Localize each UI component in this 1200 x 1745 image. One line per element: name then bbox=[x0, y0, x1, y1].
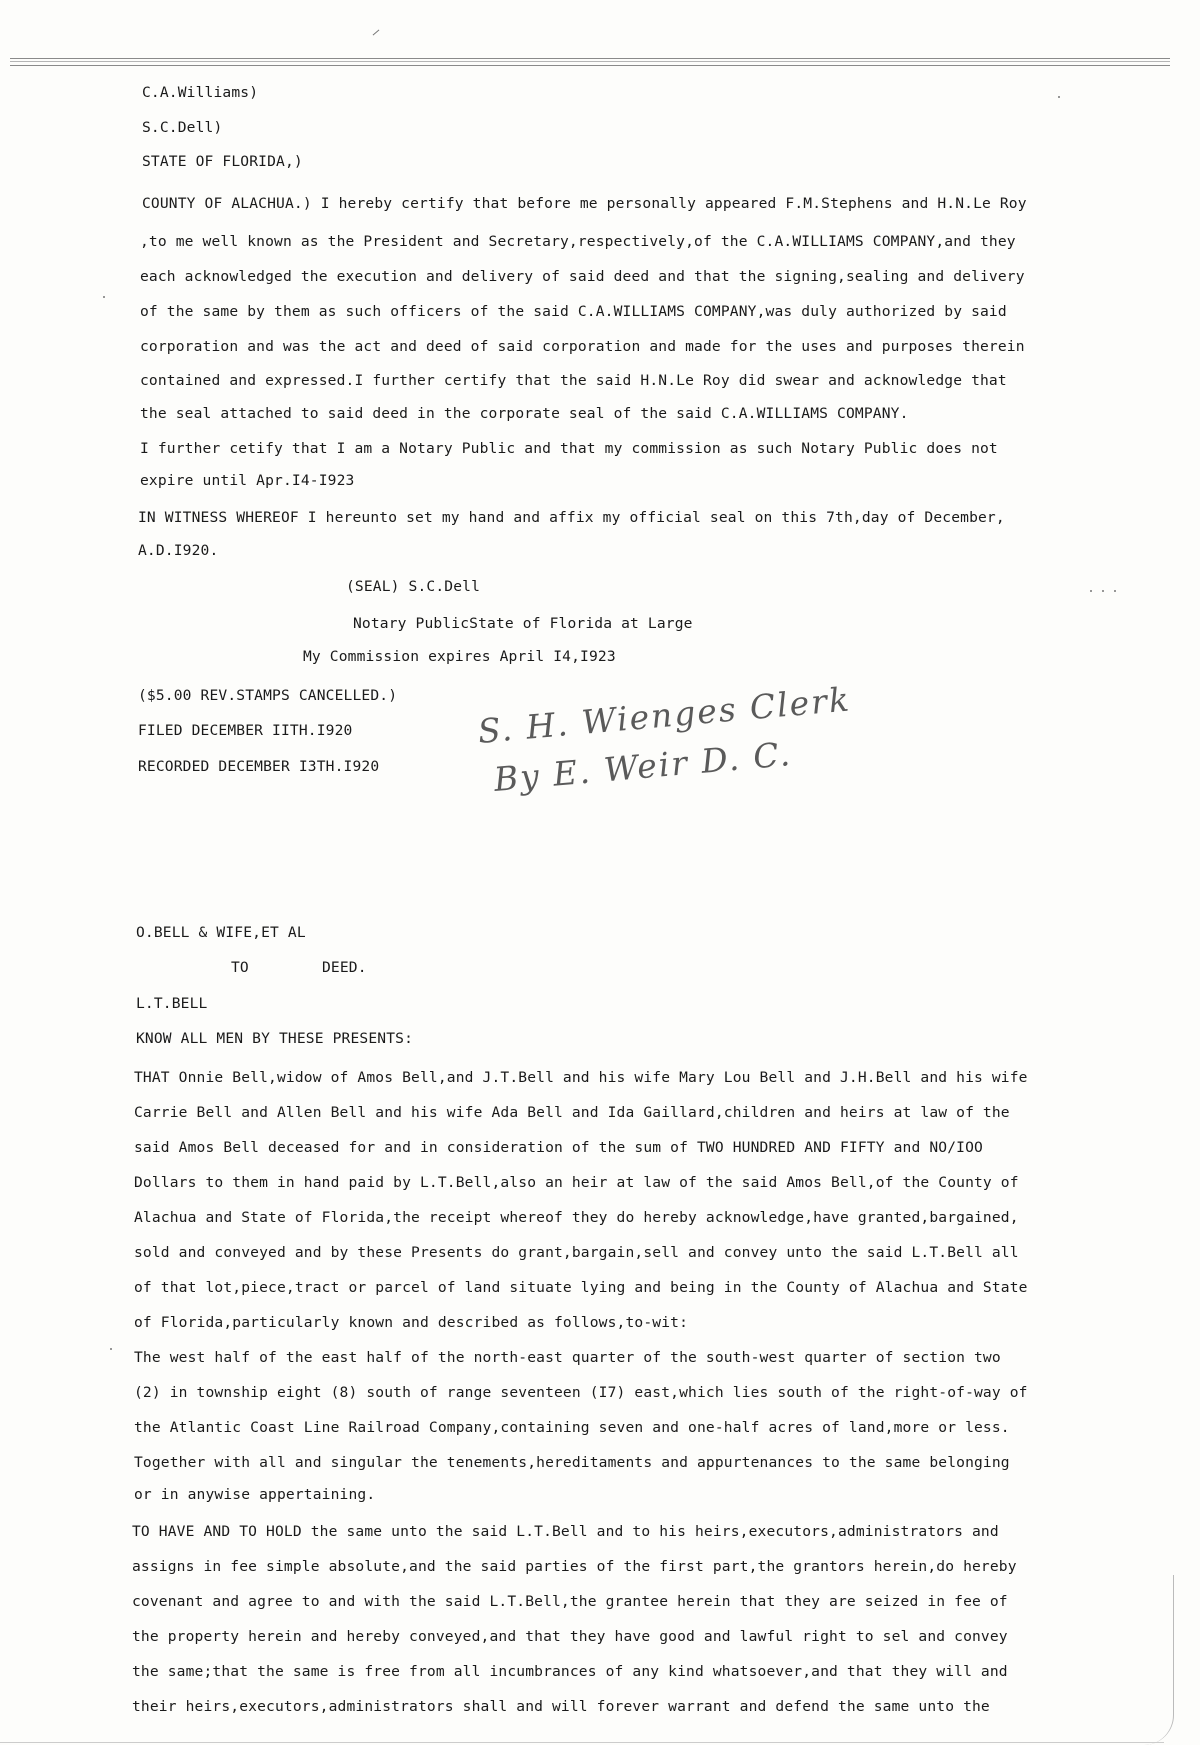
body-line: of the same by them as such officers of the said C.A.WILLIAMS COMPANY,was duly authorized by said bbox=[140, 303, 1007, 320]
body-line: TO HAVE AND TO HOLD the same unto the said L.T.Bell and to his heirs,executors,administrators and bbox=[132, 1523, 999, 1540]
body-line: THAT Onnie Bell,widow of Amos Bell,and J.T.Bell and his wife Mary Lou Bell and J.H.Bell and his wife bbox=[134, 1069, 1028, 1086]
stray-mark bbox=[373, 30, 380, 36]
body-line: each acknowledged the execution and delivery of said deed and that the signing,sealing and delivery bbox=[140, 268, 1025, 285]
page-edge bbox=[1143, 1575, 1174, 1745]
body-line: sold and conveyed and by these Presents do grant,bargain,sell and convey unto the said L.T.Bell all bbox=[134, 1244, 1019, 1261]
body-line: the same;that the same is free from all incumbrances of any kind whatsoever,and that they will and bbox=[132, 1663, 1008, 1680]
deed-party-heading: O.BELL & WIFE,ET AL bbox=[136, 924, 306, 941]
header-rule bbox=[10, 58, 1170, 66]
body-line: COUNTY OF ALACHUA.) I hereby certify that before me personally appeared F.M.Stephens and H.N.Le Roy bbox=[142, 195, 1027, 212]
body-line: Alachua and State of Florida,the receipt whereof they do hereby acknowledge,have granted,bargained, bbox=[134, 1209, 1019, 1226]
body-line: expire until Apr.I4-I923 bbox=[140, 472, 355, 489]
body-line: A.D.I920. bbox=[138, 542, 219, 559]
speck bbox=[1090, 590, 1092, 592]
body-line: contained and expressed.I further certify that the said H.N.Le Roy did swear and acknowledge that bbox=[140, 372, 1007, 389]
body-line: IN WITNESS WHEREOF I hereunto set my hand and affix my official seal on this 7th,day of December, bbox=[138, 509, 1005, 526]
speck bbox=[1102, 590, 1104, 592]
bottom-rule bbox=[0, 1742, 1164, 1743]
body-line: Together with all and singular the tenements,hereditaments and appurtenances to the same belonging bbox=[134, 1454, 1010, 1471]
speck bbox=[110, 1348, 112, 1350]
speck bbox=[1058, 96, 1060, 98]
speck bbox=[1114, 590, 1116, 592]
body-line: the seal attached to said deed in the corporate seal of the said C.A.WILLIAMS COMPANY. bbox=[140, 405, 909, 422]
body-line: assigns in fee simple absolute,and the said parties of the first part,the grantors herein,do hereby bbox=[132, 1558, 1017, 1575]
land-description-line: The west half of the east half of the north-east quarter of the south-west quarter of section two bbox=[134, 1349, 1001, 1366]
land-description-line: (2) in township eight (8) south of range seventeen (I7) east,which lies south of the right-of-way of bbox=[134, 1384, 1028, 1401]
land-description-line: the Atlantic Coast Line Railroad Company,containing seven and one-half acres of land,more or less. bbox=[134, 1419, 1010, 1436]
body-line: said Amos Bell deceased for and in consideration of the sum of TWO HUNDRED AND FIFTY and NO/IOO bbox=[134, 1139, 983, 1156]
stamps-line: ($5.00 REV.STAMPS CANCELLED.) bbox=[138, 687, 398, 704]
party-name: C.A.Williams) bbox=[142, 84, 259, 101]
body-line: their heirs,executors,administrators shall and will forever warrant and defend the same unto the bbox=[132, 1698, 990, 1715]
notary-seal-line: (SEAL) S.C.Dell bbox=[346, 578, 481, 595]
commission-line: My Commission expires April I4,I923 bbox=[303, 648, 616, 665]
body-line: Dollars to them in hand paid by L.T.Bell,also an heir at law of the said Amos Bell,of the County of bbox=[134, 1174, 1019, 1191]
preamble: KNOW ALL MEN BY THESE PRESENTS: bbox=[136, 1030, 414, 1047]
deed-type-label: DEED. bbox=[322, 959, 367, 976]
body-line: covenant and agree to and with the said L.T.Bell,the grantee herein that they are seized in fee of bbox=[132, 1593, 1008, 1610]
recorded-line: RECORDED DECEMBER I3TH.I920 bbox=[138, 758, 380, 775]
body-line: or in anywise appertaining. bbox=[134, 1486, 376, 1503]
body-line: Carrie Bell and Allen Bell and his wife Ada Bell and Ida Gaillard,children and heirs at law of the bbox=[134, 1104, 1010, 1121]
body-line: corporation and was the act and deed of said corporation and made for the uses and purposes therein bbox=[140, 338, 1025, 355]
deputy-clerk-signature: By E. Weir D. C. bbox=[492, 734, 794, 799]
body-line: ,to me well known as the President and Secretary,respectively,of the C.A.WILLIAMS COMPANY,and they bbox=[140, 233, 1016, 250]
clerk-signature: S. H. Wienges Clerk bbox=[476, 679, 853, 751]
body-line: of Florida,particularly known and described as follows,to-wit: bbox=[134, 1314, 689, 1331]
notary-title-line: Notary PublicState of Florida at Large bbox=[353, 615, 693, 632]
state-heading: STATE OF FLORIDA,) bbox=[142, 153, 303, 170]
speck bbox=[103, 296, 105, 298]
body-line: of that lot,piece,tract or parcel of land situate lying and being in the County of Alachua and State bbox=[134, 1279, 1028, 1296]
party-name: S.C.Dell) bbox=[142, 119, 223, 136]
body-line: the property herein and hereby conveyed,and that they have good and lawful right to sel and convey bbox=[132, 1628, 1008, 1645]
body-line: I further cetify that I am a Notary Public and that my commission as such Notary Public does not bbox=[140, 440, 998, 457]
deed-to-label: TO bbox=[231, 959, 249, 976]
filed-line: FILED DECEMBER IITH.I920 bbox=[138, 722, 353, 739]
deed-grantee-heading: L.T.BELL bbox=[136, 995, 208, 1012]
